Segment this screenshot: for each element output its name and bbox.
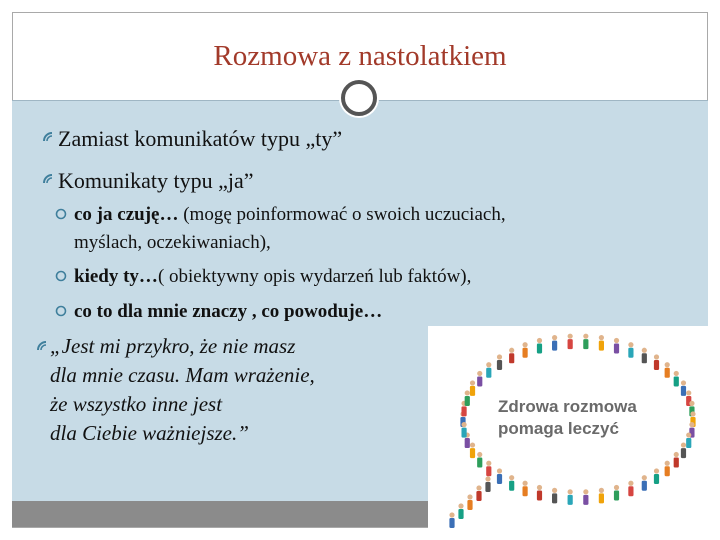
person-figure-body [497, 360, 502, 370]
person-figure-head [486, 461, 491, 466]
person-figure-body [497, 474, 502, 484]
person-figure-body [470, 448, 475, 458]
person-figure-body [681, 386, 686, 396]
person-figure-body [568, 339, 573, 349]
person-figure-head [642, 348, 647, 353]
sub-bullet-rest: (mogę poinformować o swoich uczuciach, [178, 204, 506, 225]
person-figure-body [686, 438, 691, 448]
person-figure-head [509, 348, 514, 353]
bullet-text: Zamiast komunikatów typu „ty” [58, 126, 343, 151]
quote-line: że wszystko inne jest [50, 392, 223, 416]
person-figure-head [614, 338, 619, 343]
person-figure-head [476, 485, 481, 490]
person-figure-head [449, 512, 454, 517]
person-figure-body [552, 341, 557, 351]
person-figure-head [465, 390, 470, 395]
person-figure-head [674, 371, 679, 376]
person-figure-head [522, 342, 527, 347]
person-figure-body [654, 360, 659, 370]
person-figure-body [461, 406, 466, 416]
person-figure-body [486, 368, 491, 378]
sub-bullet-rest: ( obiektywny opis wydarzeń lub faktów), [157, 266, 472, 287]
bullet-circle-icon [55, 305, 67, 317]
person-figure-head [665, 362, 670, 367]
person-figure-body [614, 490, 619, 500]
bullet-text: Komunikaty typu „ja” [58, 168, 254, 193]
person-figure-body [628, 348, 633, 358]
sub-bullet [74, 203, 506, 226]
person-figure-body [477, 376, 482, 386]
person-figure-body [537, 344, 542, 354]
person-figure-head [583, 489, 588, 494]
person-figure-head [467, 494, 472, 499]
person-figure-body [476, 491, 481, 501]
person-figure-head [654, 468, 659, 473]
person-figure-head [686, 432, 691, 437]
person-figure-body [485, 482, 490, 492]
person-figure-head [486, 362, 491, 367]
person-figure-head [599, 488, 604, 493]
person-figure-head [497, 468, 502, 473]
person-figure-head [628, 481, 633, 486]
sub-bullet [74, 265, 471, 288]
person-figure-body [470, 386, 475, 396]
person-figure-body [537, 490, 542, 500]
sub-bullet-bold: co to dla mnie znaczy , co powoduje… [74, 301, 383, 322]
person-figure-head [477, 452, 482, 457]
person-figure-head [654, 354, 659, 359]
person-figure-head [458, 503, 463, 508]
person-figure-head [568, 489, 573, 494]
bullet-arc-icon [36, 340, 48, 352]
caption-line: Zdrowa rozmowa [498, 397, 637, 416]
person-figure-body [465, 438, 470, 448]
sub-bullet [74, 300, 382, 323]
person-figure-head [689, 401, 694, 406]
person-figure-body [674, 458, 679, 468]
person-figure-body [583, 339, 588, 349]
person-figure-head [614, 485, 619, 490]
person-figure-body [522, 348, 527, 358]
person-figure-head [537, 485, 542, 490]
person-figure-body [665, 368, 670, 378]
person-figure-head [470, 442, 475, 447]
person-figure-head [642, 475, 647, 480]
person-figure-body [509, 353, 514, 363]
person-figure-body [583, 495, 588, 505]
person-figure-body [614, 344, 619, 354]
caption-line: pomaga leczyć [498, 419, 619, 438]
person-figure-body [552, 493, 557, 503]
person-figure-head [552, 488, 557, 493]
person-figure-head [690, 411, 695, 416]
person-figure-body [465, 396, 470, 406]
person-figure-body [628, 486, 633, 496]
person-figure-head [470, 380, 475, 385]
person-figure-body [458, 509, 463, 519]
person-figure-head [477, 371, 482, 376]
person-figure-head [665, 461, 670, 466]
person-figure-body [449, 518, 454, 528]
quote-line: dla mnie czasu. Mam wrażenie, [50, 363, 315, 387]
person-figure-body [674, 376, 679, 386]
person-figure-head [485, 476, 490, 481]
speech-bubble-illustration [428, 326, 708, 540]
person-figure-body [599, 493, 604, 503]
person-figure-head [509, 475, 514, 480]
person-figure-body [654, 474, 659, 484]
illustration-caption [498, 396, 658, 440]
person-figure-head [552, 335, 557, 340]
person-figure-head [674, 452, 679, 457]
sub-bullet-continuation: myślach, oczekiwaniach), [74, 232, 271, 253]
person-figure-body [568, 495, 573, 505]
person-figure-head [599, 335, 604, 340]
quote-line: dla Ciebie ważniejsze.” [50, 421, 249, 445]
person-figure-body [681, 448, 686, 458]
person-figure-head [497, 354, 502, 359]
person-figure-body [477, 458, 482, 468]
bullet-circle-icon [55, 208, 67, 220]
quote-line: „Jest mi przykro, że nie masz [50, 334, 296, 358]
person-figure-head [583, 334, 588, 339]
person-figure-head [568, 334, 573, 339]
person-figure-head [681, 442, 686, 447]
person-figure-body [486, 466, 491, 476]
person-figure-body [509, 481, 514, 491]
bullet-arc-icon [42, 131, 54, 143]
person-figure-head [689, 422, 694, 427]
person-figure-body [642, 353, 647, 363]
person-figure-body [665, 466, 670, 476]
person-figure-body [461, 428, 466, 438]
bullet-arc-icon [42, 173, 54, 185]
person-figure-body [467, 500, 472, 510]
bullet-circle-icon [55, 270, 67, 282]
person-figure-head [461, 422, 466, 427]
sub-bullet-bold: co ja czuję… [74, 204, 179, 225]
person-figure-body [599, 341, 604, 351]
person-figure-body [522, 486, 527, 496]
sub-bullet-bold: kiedy ty… [74, 266, 158, 287]
person-figure-head [681, 380, 686, 385]
person-figure-head [522, 481, 527, 486]
person-figure-body [642, 481, 647, 491]
quote-block [50, 332, 430, 448]
person-figure-head [537, 338, 542, 343]
person-figure-head [628, 342, 633, 347]
slide-title: Rozmowa z nastolatkiem [213, 40, 507, 72]
person-figure-head [686, 390, 691, 395]
